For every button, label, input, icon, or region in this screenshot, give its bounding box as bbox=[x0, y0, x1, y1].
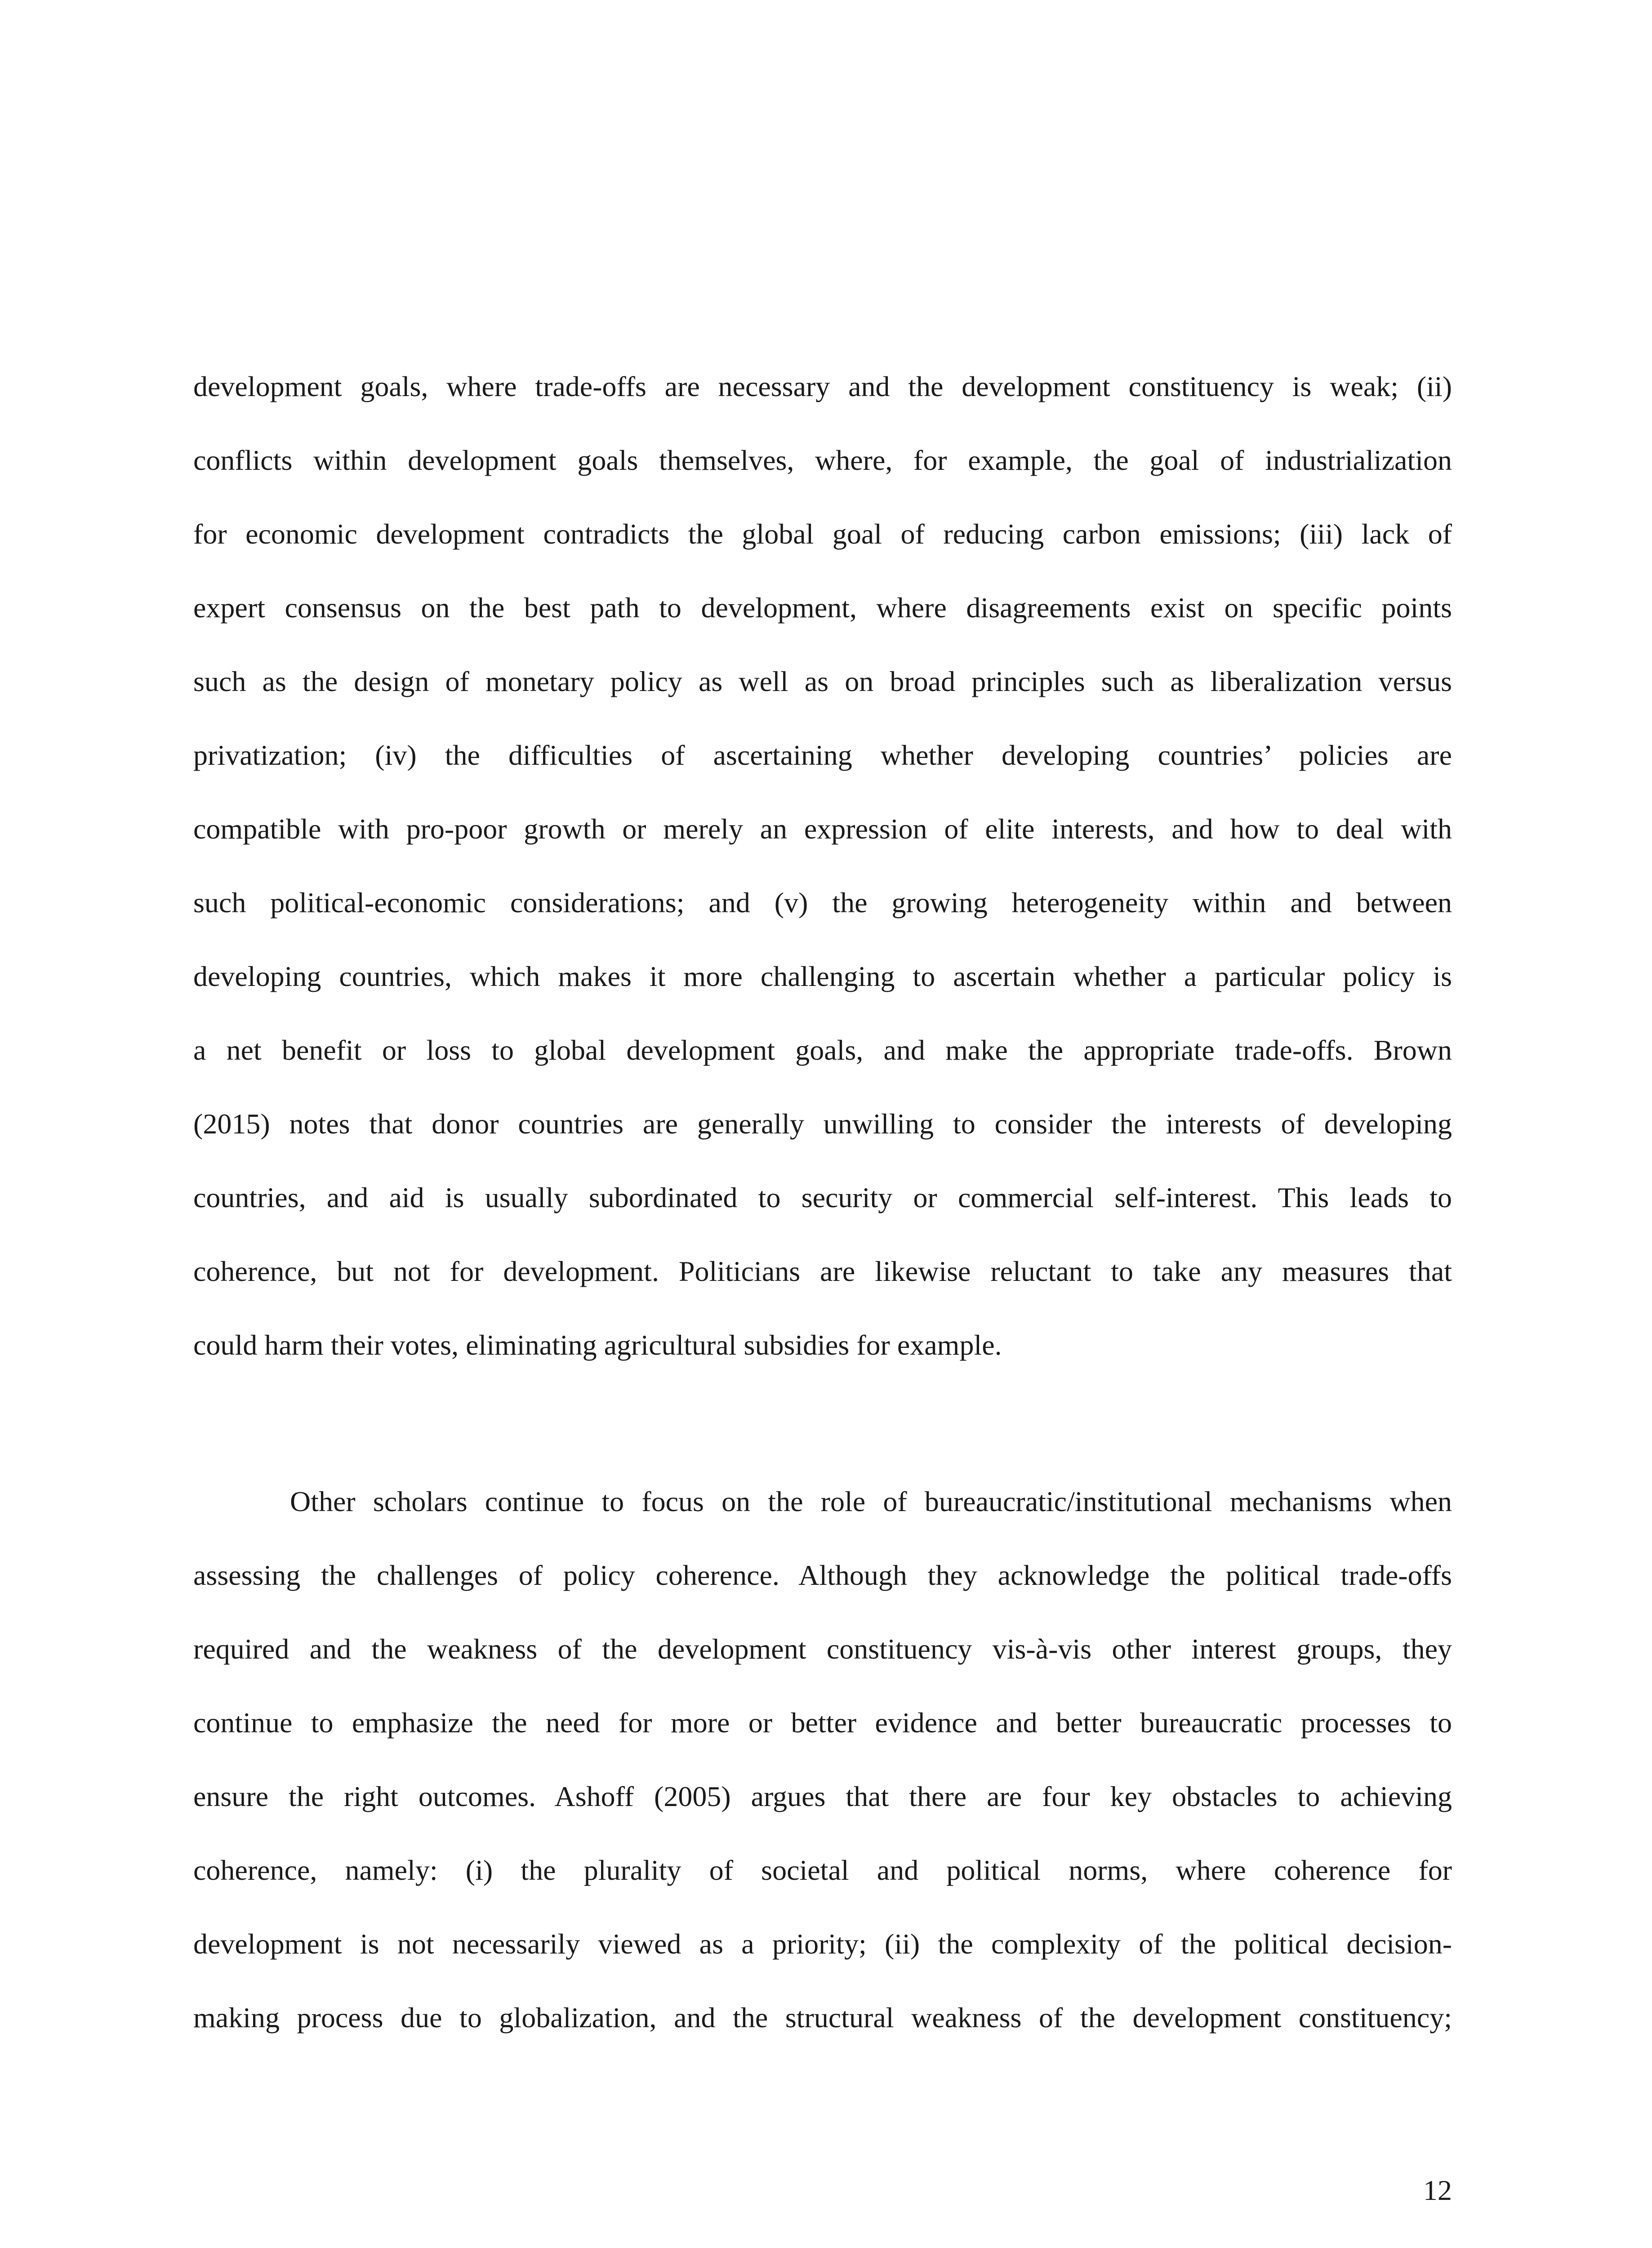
text-line: required and the weakness of the development constituency vis-à-vis other interest groups, they bbox=[193, 1633, 1452, 1665]
text-line: compatible with pro-poor growth or merely an expression of elite interests, and how to deal with bbox=[193, 813, 1452, 845]
text-line: countries, and aid is usually subordinated to security or commercial self-interest. This leads to bbox=[193, 1182, 1452, 1213]
page-number: 12 bbox=[1423, 2174, 1452, 2206]
text-line: ensure the right outcomes. Ashoff (2005) argues that there are four key obstacles to achieving bbox=[193, 1780, 1452, 1812]
text-line: coherence, but not for development. Politicians are likewise reluctant to take any measures that bbox=[193, 1255, 1452, 1287]
text-line: making process due to globalization, and the structural weakness of the development constituency; bbox=[193, 2002, 1452, 2034]
text-line: such as the design of monetary policy as well as on broad principles such as liberalization versus bbox=[193, 665, 1452, 697]
text-line: (2015) notes that donor countries are generally unwilling to consider the interests of developing bbox=[193, 1108, 1452, 1140]
text-line: for economic development contradicts the global goal of reducing carbon emissions; (iii) lack of bbox=[193, 518, 1452, 550]
text-line: such political-economic considerations; and (v) the growing heterogeneity within and between bbox=[193, 887, 1452, 919]
text-line: privatization; (iv) the difficulties of ascertaining whether developing countries’ policies are bbox=[193, 739, 1452, 771]
text-line: conflicts within development goals themselves, where, for example, the goal of industrialization bbox=[193, 444, 1452, 476]
text-line: a net benefit or loss to global development goals, and make the appropriate trade-offs. Brown bbox=[193, 1034, 1452, 1066]
text-line: coherence, namely: (i) the plurality of societal and political norms, where coherence for bbox=[193, 1854, 1452, 1886]
text-line: developing countries, which makes it more challenging to ascertain whether a particular policy is bbox=[193, 960, 1452, 992]
text-line: assessing the challenges of policy coherence. Although they acknowledge the political trade-offs bbox=[193, 1559, 1452, 1591]
text-line: development is not necessarily viewed as a priority; (ii) the complexity of the political decision- bbox=[193, 1928, 1452, 1960]
text-line: Other scholars continue to focus on the role of bureaucratic/institutional mechanisms when bbox=[290, 1485, 1452, 1517]
text-line: could harm their votes, eliminating agricultural subsidies for example. bbox=[193, 1329, 1002, 1361]
text-line: continue to emphasize the need for more or better evidence and better bureaucratic processes to bbox=[193, 1707, 1452, 1739]
text-line: development goals, where trade-offs are necessary and the development constituency is weak; (ii) bbox=[193, 370, 1452, 402]
text-line: expert consensus on the best path to development, where disagreements exist on specific points bbox=[193, 592, 1452, 624]
